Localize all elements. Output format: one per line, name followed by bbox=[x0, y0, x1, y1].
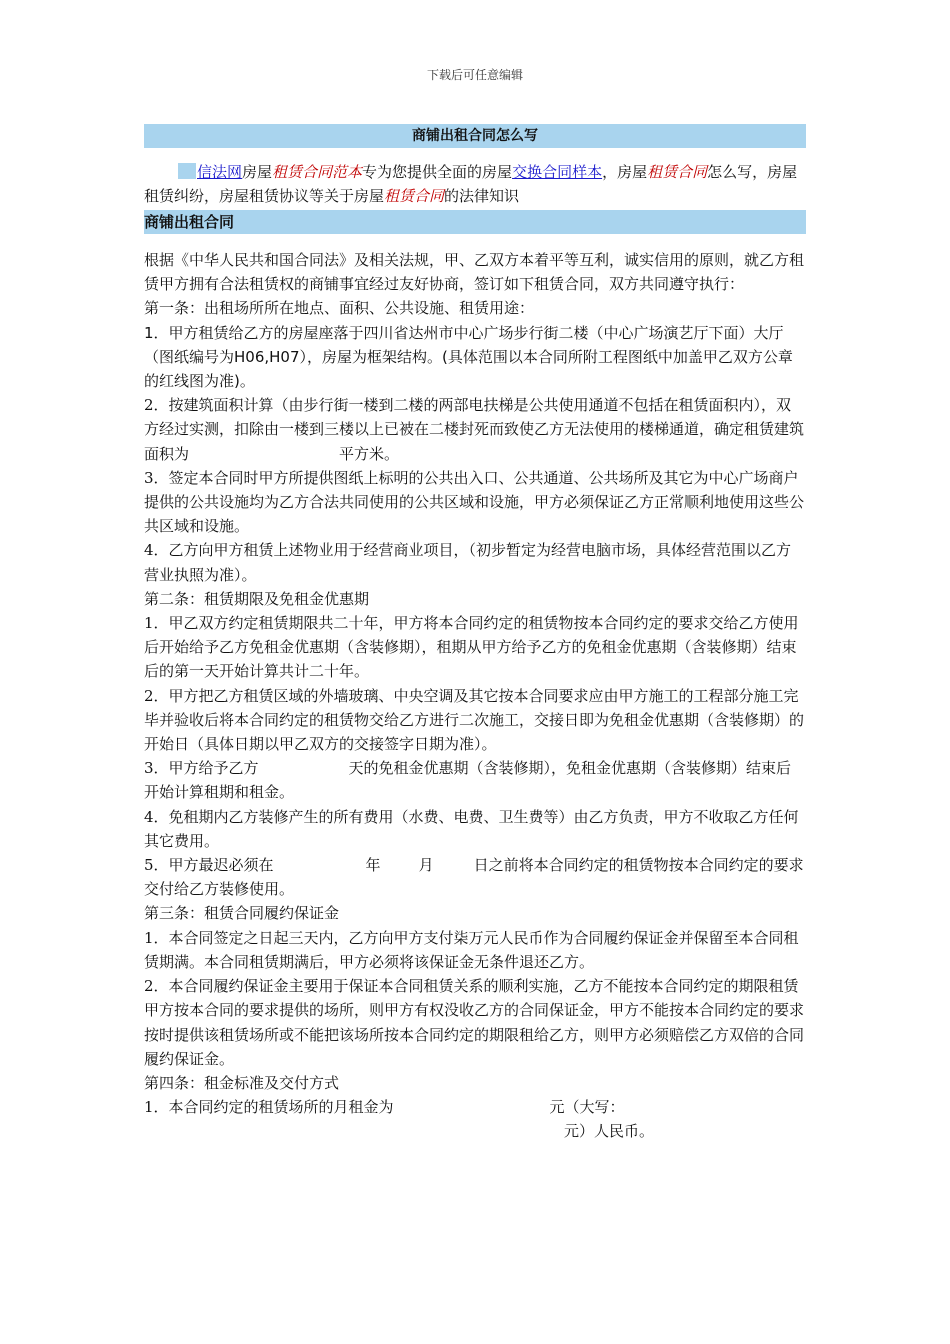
article-2-item-3: 3．甲方给予乙方 天的免租金优惠期（含装修期），免租金优惠期（含装修期）结束后开始计算租期和租金。 bbox=[144, 759, 792, 802]
article-2-heading: 第二条：租赁期限及免租金优惠期 bbox=[144, 589, 370, 608]
article-1-heading: 第一条：出租场所所在地点、面积、公共设施、租赁用途： bbox=[144, 299, 535, 318]
highlight-mark bbox=[178, 163, 196, 179]
contract-body bbox=[144, 248, 806, 1144]
article-2-item-5: 5．甲方最迟必须在 年 月 日之前将本合同约定的租赁物按本合同约定的要求交付给乙方装修使用。 bbox=[144, 856, 804, 899]
article-4-heading: 第四条：租金标准及交付方式 bbox=[144, 1073, 340, 1092]
article-1-item-4: 4．乙方向甲方租赁上述物业用于经营商业项目，（初步暂定为经营电脑市场，具体经营范围以乙方营业执照为准）。 bbox=[144, 541, 792, 584]
article-2-item-2: 2．甲方把乙方租赁区域的外墙玻璃、中央空调及其它按本合同要求应由甲方施工的工程部分施工完毕并验收后将本合同约定的租赁物交给乙方进行二次施工，交接日即为免租金优惠期（含装修期）的开始日（具体日期以甲乙双方的交接签字日期为准）。 bbox=[144, 686, 805, 754]
article-1-item-1: 1．甲方租赁给乙方的房屋座落于四川省达州市中心广场步行街二楼（中心广场演艺厅下面）大厅（图纸编号为H06,H07），房屋为框架结构。(具体范围以本合同所附工程图纸中加盖甲乙双方公章的红线图为准)。 bbox=[144, 323, 793, 391]
keyword-lease-contract[interactable]: 租赁合同 bbox=[647, 163, 708, 181]
article-1-item-2: 2．按建筑面积计算（由步行街一楼到二楼的两部电扶梯是公共使用通道不包括在租赁面积内），双方经过实测，扣除由一楼到三楼以上已被在二楼封死而致使乙方无法使用的楼梯通道，确定租赁建筑面积为 平方米。 bbox=[144, 396, 805, 463]
link-xinfa[interactable]: 信法网 bbox=[197, 163, 243, 181]
article-2-item-4: 4．免租期内乙方装修产生的所有费用（水费、电费、卫生费等）由乙方负责，甲方不收取乙方任何其它费用。 bbox=[144, 807, 799, 850]
header-note: 下载后可任意编辑 bbox=[426, 68, 523, 82]
article-4-item-1: 1．本合同约定的租赁场所的月租金为 元（大写： 元）人民币。 bbox=[144, 1098, 655, 1141]
link-exchange-contract[interactable]: 交换合同样本 bbox=[512, 163, 603, 181]
section-title: 商铺出租合同 bbox=[144, 210, 806, 234]
article-1-item-3: 3．签定本合同时甲方所提供图纸上标明的公共出入口、公共通道、公共场所及其它为中心广场商户提供的公共设施均为乙方合法共同使用的公共区域和设施，甲方必须保证乙方正常顺利地使用这些公共区域和设施。 bbox=[144, 468, 805, 536]
keyword-lease-contract-2[interactable]: 租赁合同 bbox=[384, 187, 445, 205]
preamble: 根据《中华人民共和国合同法》及相关法规，甲、乙双方本着平等互利，诚实信用的原则，就乙方租赁甲方拥有合法租赁权的商铺事宜经过友好协商，签订如下租赁合同，双方共同遵守执行： bbox=[144, 251, 805, 294]
intro-paragraph: 信法网房屋租赁合同范本专为您提供全面的房屋交换合同样本，房屋租赁合同怎么写，房屋租赁纠纷，房屋租赁协议等关于房屋租赁合同的法律知识 bbox=[144, 163, 798, 205]
article-3-item-2: 2．本合同履约保证金主要用于保证本合同租赁关系的顺利实施，乙方不能按本合同约定的期限租赁甲方按本合同的要求提供的场所，则甲方有权没收乙方的合同保证金，甲方不能按本合同约定的要求按时提供该租赁场所或不能把该场所按本合同约定的期限租给乙方，则甲方必须赔偿乙方双倍的合同履约保证金。 bbox=[144, 977, 805, 1068]
article-2-item-1: 1．甲乙双方约定租赁期限共二十年，甲方将本合同约定的租赁物按本合同约定的要求交给乙方使用后开始给予乙方免租金优惠期（含装修期），租期从甲方给予乙方的免租金优惠期（含装修期）结束后的第一天开始计算共计二十年。 bbox=[144, 614, 799, 681]
article-3-item-1: 1．本合同签定之日起三天内，乙方向甲方支付柒万元人民币作为合同履约保证金并保留至本合同租赁期满。本合同租赁期满后，甲方必须将该保证金无条件退还乙方。 bbox=[144, 928, 799, 971]
keyword-lease-template[interactable]: 租赁合同范本 bbox=[272, 163, 363, 181]
article-3-heading: 第三条：租赁合同履约保证金 bbox=[144, 904, 340, 923]
document-title: 商铺出租合同怎么写 bbox=[144, 124, 806, 148]
